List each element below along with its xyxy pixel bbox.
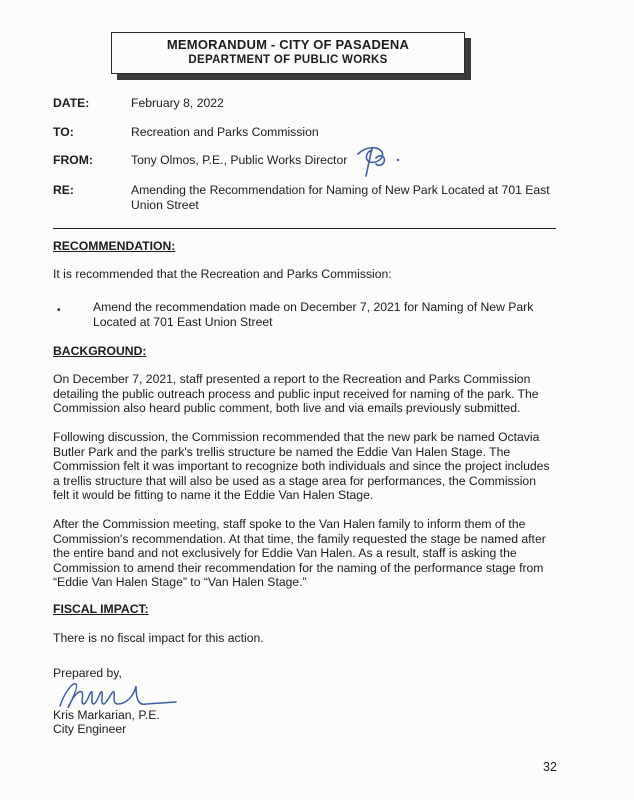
re-value: Amending the Recommendation for Naming of New Park Located at 701 East Union Street [131, 183, 550, 212]
page-number: 32 [543, 760, 557, 774]
background-paragraph-2: Following discussion, the Commission recommended that the new park be named Octavia Butler Park and the park's trellis structure be named the Eddie Van Halen Stage. The Commission felt it was important to recognize both individuals and since the project includes a trellis structure that will also be used as a stage area for performances, the Commission felt it would be fitting to name it the Eddie Van Halen Stage. [53, 430, 550, 503]
preparer-name: Kris Markarian, P.E. [53, 708, 160, 722]
to-value: Recreation and Parks Commission [131, 125, 319, 139]
fiscal-impact-heading: FISCAL IMPACT: [53, 602, 149, 616]
background-paragraph-1: On December 7, 2021, staff presented a report to the Recreation and Parks Commission detailing the public outreach process and public input received for naming of the park. The Commission also heard public comment, both live and via emails previously submitted. [53, 372, 539, 416]
director-initials-signature-icon [352, 142, 404, 180]
date-value: February 8, 2022 [131, 96, 224, 110]
memo-title: MEMORANDUM - CITY OF PASADENA [166, 37, 410, 52]
preparer-title: City Engineer [53, 722, 127, 736]
from-value: Tony Olmos, P.E., Public Works Director [131, 153, 348, 167]
from-label: FROM: [53, 153, 93, 167]
fiscal-impact-text: There is no fiscal impact for this action. [53, 631, 264, 645]
re-label: RE: [53, 183, 74, 197]
department-name: DEPARTMENT OF PUBLIC WORKS [188, 54, 388, 66]
to-label: TO: [53, 125, 74, 139]
recommendation-bullet: Amend the recommendation made on December 7, 2021 for Naming of New Park Located at 701 East Union Street [93, 300, 534, 329]
header-divider [53, 228, 556, 229]
recommendation-intro: It is recommended that the Recreation and Parks Commission: [53, 267, 392, 281]
memo-header-box [111, 32, 465, 74]
bullet-icon: • [57, 305, 61, 316]
recommendation-heading: RECOMMENDATION: [53, 239, 176, 253]
background-paragraph-3: After the Commission meeting, staff spoke to the Van Halen family to inform them of the Commission's recommendation. At that time, the family requested the stage be named after the entire band and not exclusively for Eddie Van Halen. As a result, staff is asking the Commission to amend their recommendation for the naming of the performance stage from “Eddie Van Halen Stage” to “Van Halen Stage.” [53, 517, 546, 590]
date-label: DATE: [53, 96, 90, 110]
prepared-by-label: Prepared by, [53, 666, 122, 680]
background-heading: BACKGROUND: [53, 344, 147, 358]
